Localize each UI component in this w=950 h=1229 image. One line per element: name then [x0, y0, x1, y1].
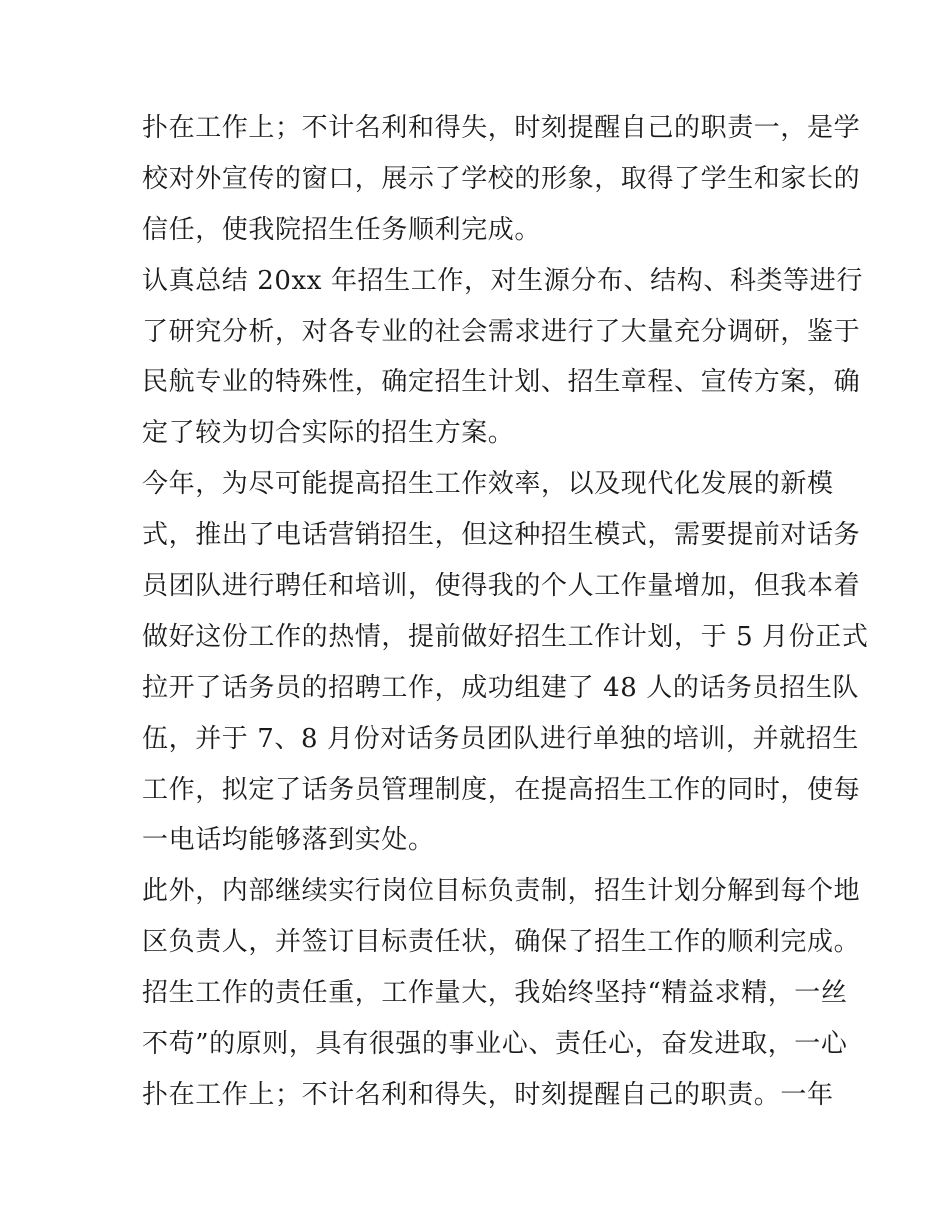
text-line: 今年，为尽可能提高招生工作效率，以及现代化发展的新模: [142, 469, 834, 500]
text-line: 扑在工作上；不计名利和得失，时刻提醒自己的职责一，是学: [142, 113, 861, 143]
text-line: 信任，使我院招生任务顺利完成。: [142, 214, 542, 245]
text-line: 工作，拟定了话务员管理制度，在提高招生工作的同时，使每: [142, 774, 861, 805]
text-line: 扑在工作上；不计名利和得失，时刻提醒自己的职责。一年: [142, 1079, 834, 1110]
text-line: 做好这份工作的热情，提前做好招生工作计划，于 5 月份正式: [142, 621, 869, 652]
text-line: 招生工作的责任重，工作量大，我始终坚持“精益求精，一丝: [142, 978, 848, 1009]
text-line: 区负责人，并签订目标责任状，确保了招生工作的顺利完成。: [142, 927, 861, 958]
text-line: 定了较为切合实际的招生方案。: [142, 418, 515, 449]
text-line: 此外，内部继续实行岗位目标负责制，招生计划分解到每个地: [142, 876, 861, 907]
text-line: 一电话均能够落到实处。: [142, 825, 435, 856]
text-line: 不苟”的原则，具有很强的事业心、责任心，奋发进取，一心: [142, 1029, 848, 1060]
text-line: 伍，并于 7、8 月份对话务员团队进行单独的培训，并就招生: [142, 723, 860, 754]
text-line: 式，推出了电话营销招生，但这种招生模式，需要提前对话务: [142, 520, 861, 551]
document-body: [142, 103, 869, 1121]
text-line: 校对外宣传的窗口，展示了学校的形象，取得了学生和家长的: [142, 163, 861, 194]
text-line: 拉开了话务员的招聘工作，成功组建了 48 人的话务员招生队: [142, 672, 860, 703]
text-line: 了研究分析，对各专业的社会需求进行了大量充分调研，鉴于: [142, 316, 861, 347]
text-line: 认真总结 20xx 年招生工作，对生源分布、结构、科类等进行: [142, 265, 863, 296]
text-line: 员团队进行聘任和培训，使得我的个人工作量增加，但我本着: [142, 571, 861, 602]
text-line: 民航专业的特殊性，确定招生计划、招生章程、宣传方案，确: [142, 367, 861, 398]
